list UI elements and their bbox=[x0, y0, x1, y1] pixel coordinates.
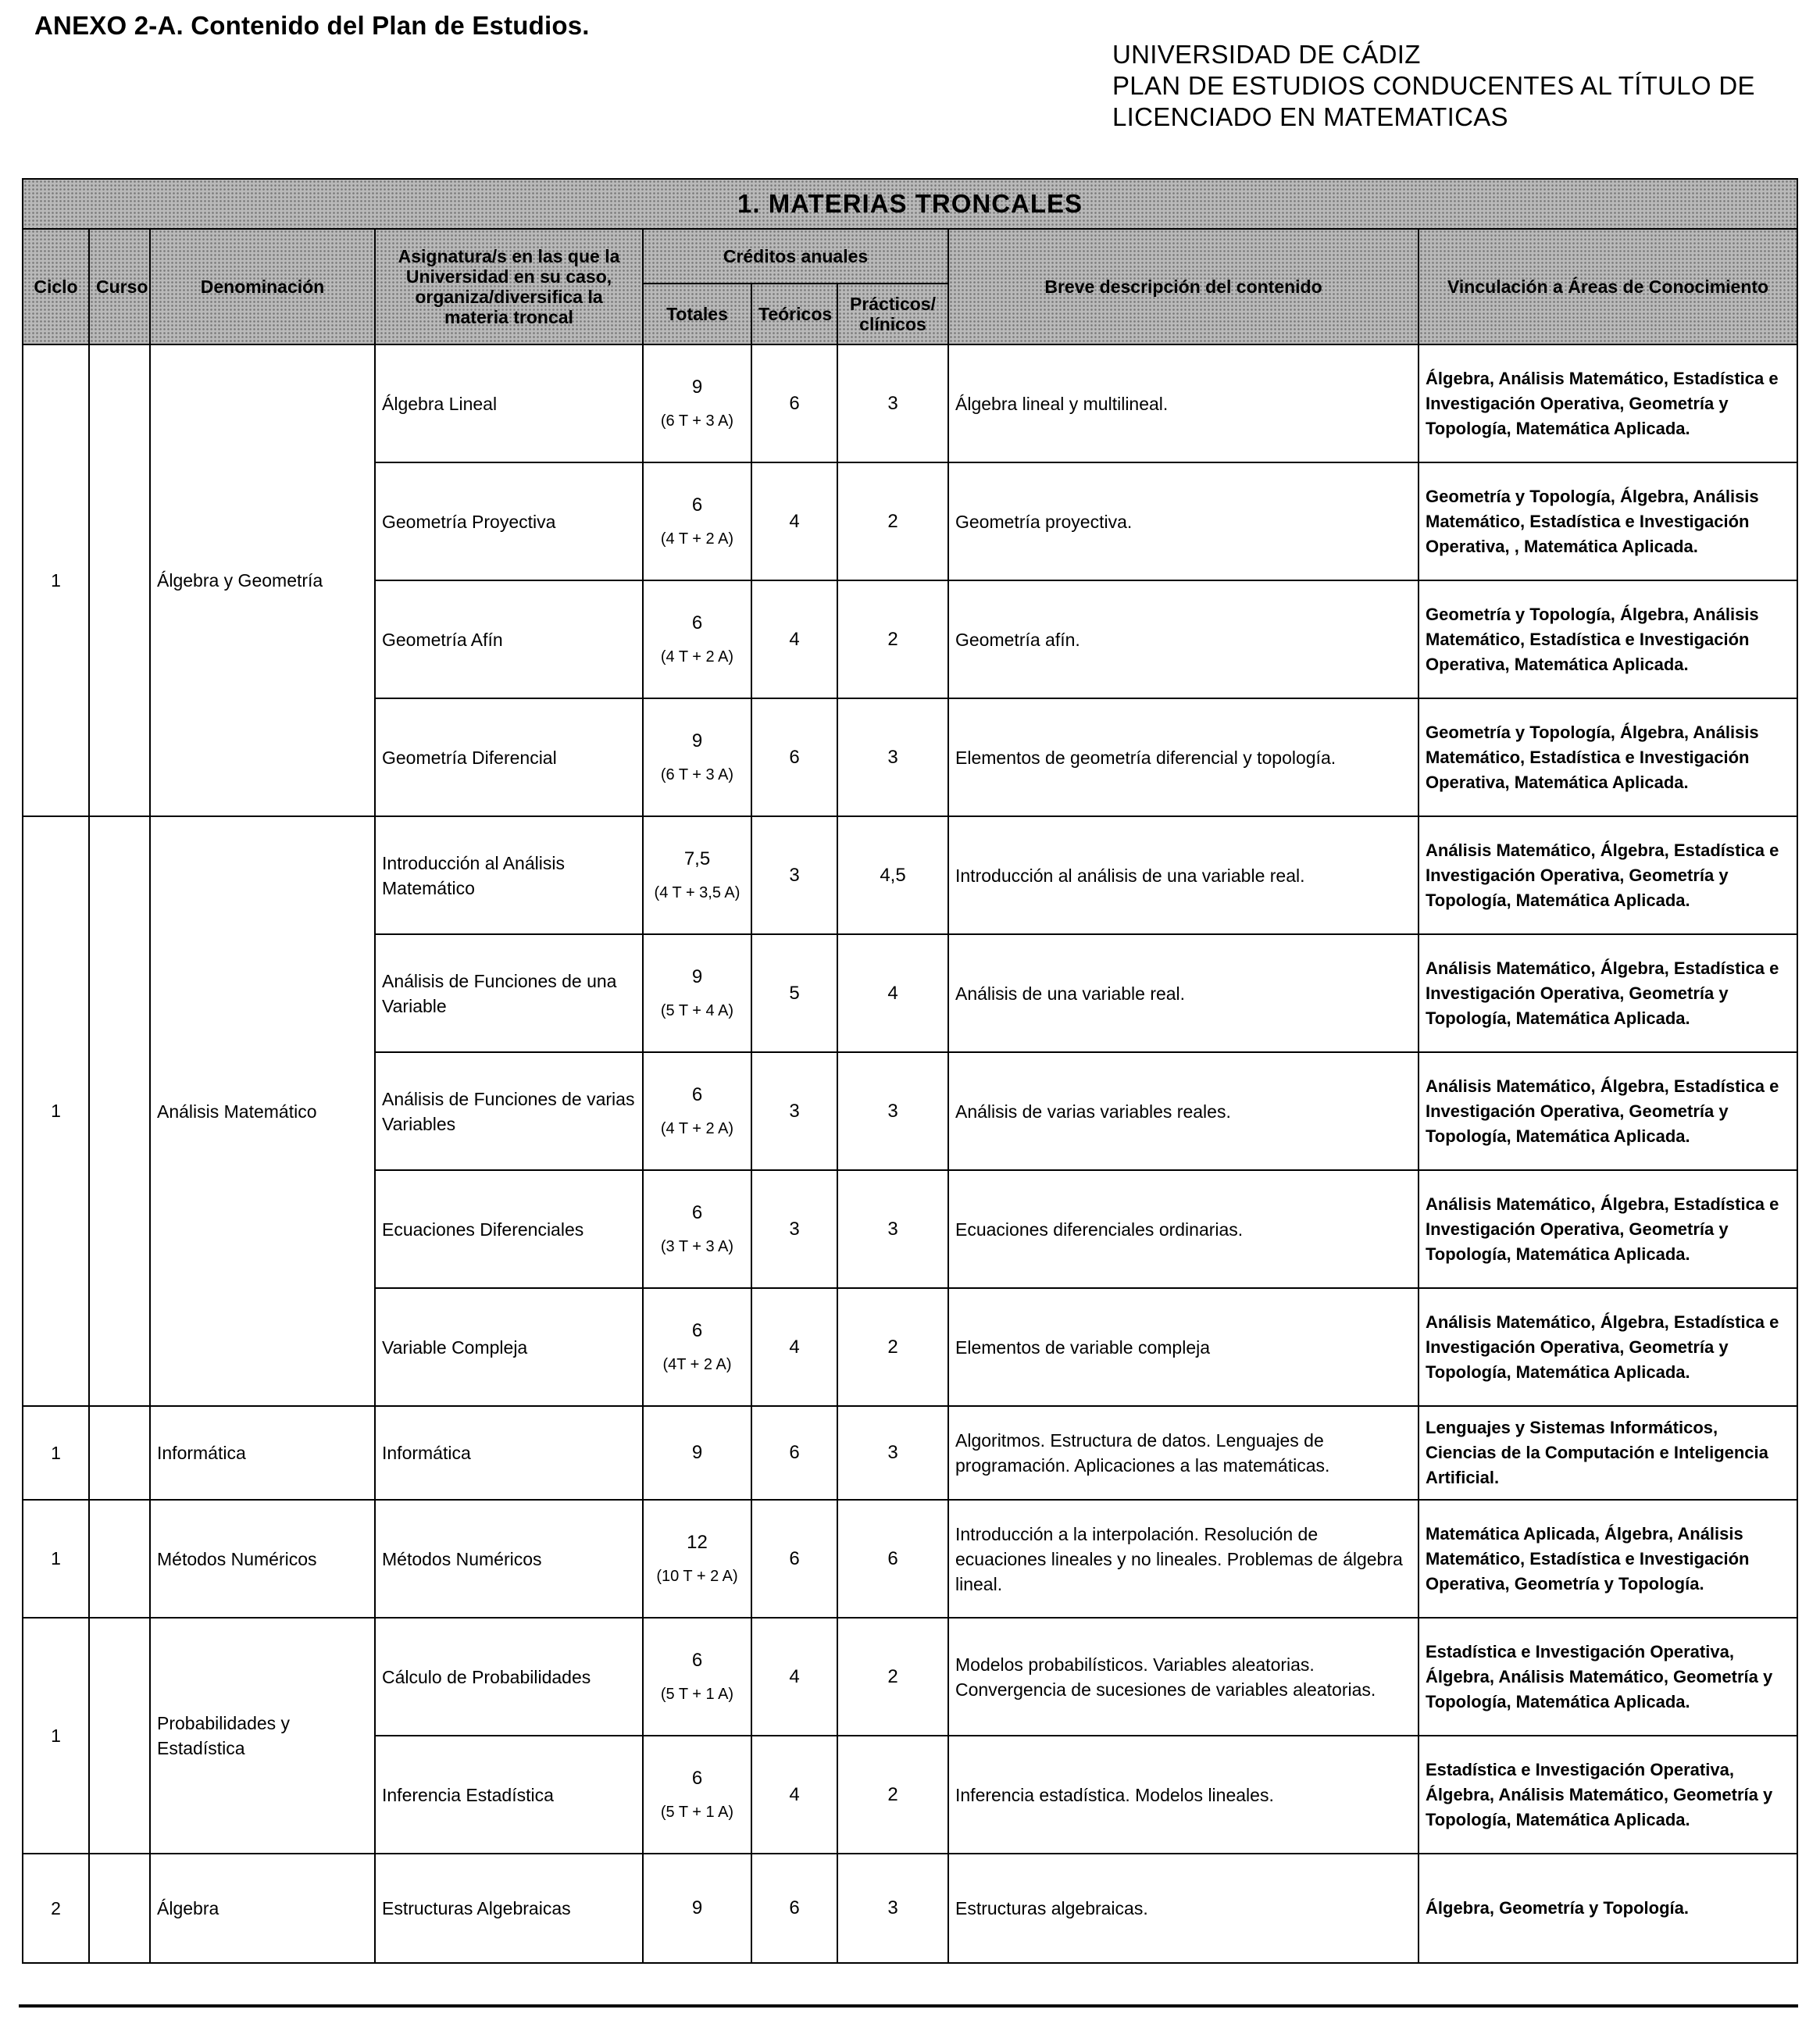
creditos-teoricos-cell: 3 bbox=[751, 1170, 837, 1288]
curso-cell bbox=[89, 1618, 150, 1854]
creditos-totales-cell bbox=[643, 816, 751, 934]
descripcion-cell: Introducción a la interpolación. Resolución de ecuaciones lineales y no lineales. Problemas de álgebra lineal. bbox=[948, 1500, 1419, 1618]
table-row bbox=[23, 344, 1797, 462]
denominacion-cell: Álgebra bbox=[150, 1854, 375, 1963]
ciclo-cell: 1 bbox=[23, 816, 89, 1406]
header-denominacion: Denominación bbox=[150, 229, 375, 344]
creditos-teoricos-cell: 6 bbox=[751, 344, 837, 462]
creditos-totales-cell bbox=[643, 1288, 751, 1406]
creditos-totales-cell bbox=[643, 698, 751, 816]
total-value: 12 bbox=[687, 1532, 708, 1553]
descripcion-cell: Algoritmos. Estructura de datos. Lenguajes de programación. Aplicaciones a las matemáticas. bbox=[948, 1406, 1419, 1500]
creditos-totales-cell bbox=[643, 1052, 751, 1170]
total-value: 9 bbox=[691, 377, 703, 398]
header-descripcion: Breve descripción del contenido bbox=[948, 229, 1419, 344]
areas-cell: Estadística e Investigación Operativa, Álgebra, Análisis Matemático, Geometría y Topología, Matemática Aplicada. bbox=[1419, 1618, 1797, 1736]
creditos-teoricos-cell: 6 bbox=[751, 698, 837, 816]
total-value: 9 bbox=[691, 966, 703, 987]
curso-cell bbox=[89, 1406, 150, 1500]
creditos-practicos-cell: 3 bbox=[837, 698, 948, 816]
curso-cell bbox=[89, 816, 150, 1406]
total-value: 6 bbox=[691, 494, 703, 516]
denominacion-cell: Informática bbox=[150, 1406, 375, 1500]
total-detail: (6 T + 3 A) bbox=[660, 412, 734, 430]
total-value: 9 bbox=[691, 1442, 703, 1463]
table-row bbox=[23, 1618, 1797, 1736]
total-detail: (4 T + 3,5 A) bbox=[654, 884, 740, 901]
plan-title-line: PLAN DE ESTUDIOS CONDUCENTES AL TÍTULO DE bbox=[1112, 71, 1755, 100]
creditos-totales-cell bbox=[643, 344, 751, 462]
university-name: UNIVERSIDAD DE CÁDIZ bbox=[1112, 40, 1421, 69]
creditos-totales-cell bbox=[643, 1500, 751, 1618]
denominacion-cell: Métodos Numéricos bbox=[150, 1500, 375, 1618]
creditos-totales-cell bbox=[643, 580, 751, 698]
header-creditos: Créditos anuales bbox=[643, 229, 948, 284]
descripcion-cell: Estructuras algebraicas. bbox=[948, 1854, 1419, 1963]
creditos-totales-cell bbox=[643, 1406, 751, 1500]
creditos-teoricos-cell: 4 bbox=[751, 580, 837, 698]
descripcion-cell: Introducción al análisis de una variable real. bbox=[948, 816, 1419, 934]
asignatura-cell: Geometría Diferencial bbox=[375, 698, 643, 816]
creditos-totales-cell bbox=[643, 462, 751, 580]
section-title: 1. MATERIAS TRONCALES bbox=[23, 179, 1797, 229]
total-detail: (4 T + 2 A) bbox=[660, 530, 734, 548]
curso-cell bbox=[89, 1500, 150, 1618]
header-curso: Curso bbox=[89, 229, 150, 344]
header-totales: Totales bbox=[643, 284, 751, 344]
total-detail: (6 T + 3 A) bbox=[660, 766, 734, 783]
creditos-teoricos-cell: 3 bbox=[751, 1052, 837, 1170]
header-ciclo: Ciclo bbox=[23, 229, 89, 344]
asignatura-cell: Geometría Proyectiva bbox=[375, 462, 643, 580]
creditos-totales-cell bbox=[643, 1618, 751, 1736]
total-detail: (5 T + 1 A) bbox=[660, 1804, 734, 1821]
curso-cell bbox=[89, 344, 150, 816]
asignatura-cell: Geometría Afín bbox=[375, 580, 643, 698]
asignatura-cell: Introducción al Análisis Matemático bbox=[375, 816, 643, 934]
areas-cell: Lenguajes y Sistemas Informáticos, Ciencias de la Computación e Inteligencia Artificial. bbox=[1419, 1406, 1797, 1500]
ciclo-cell: 1 bbox=[23, 1500, 89, 1618]
descripcion-cell: Elementos de variable compleja bbox=[948, 1288, 1419, 1406]
creditos-practicos-cell: 3 bbox=[837, 1406, 948, 1500]
areas-cell: Análisis Matemático, Álgebra, Estadística e Investigación Operativa, Geometría y Topología, Matemática Aplicada. bbox=[1419, 816, 1797, 934]
areas-cell: Matemática Aplicada, Álgebra, Análisis Matemático, Estadística e Investigación Operativa, Geometría y Topología. bbox=[1419, 1500, 1797, 1618]
creditos-totales-cell bbox=[643, 1170, 751, 1288]
ciclo-cell: 1 bbox=[23, 1406, 89, 1500]
creditos-practicos-cell: 2 bbox=[837, 1288, 948, 1406]
creditos-practicos-cell: 6 bbox=[837, 1500, 948, 1618]
total-value: 6 bbox=[691, 1768, 703, 1789]
total-detail: (4 T + 2 A) bbox=[660, 648, 734, 666]
creditos-practicos-cell: 3 bbox=[837, 344, 948, 462]
creditos-practicos-cell: 3 bbox=[837, 1854, 948, 1963]
annex-title: ANEXO 2-A. Contenido del Plan de Estudios. bbox=[34, 11, 590, 40]
total-value: 7,5 bbox=[683, 848, 711, 869]
total-value: 9 bbox=[691, 730, 703, 751]
asignatura-cell: Estructuras Algebraicas bbox=[375, 1854, 643, 1963]
creditos-teoricos-cell: 6 bbox=[751, 1854, 837, 1963]
areas-cell: Geometría y Topología, Álgebra, Análisis Matemático, Estadística e Investigación Operativa, Matemática Aplicada. bbox=[1419, 698, 1797, 816]
curriculum-table bbox=[22, 178, 1798, 1964]
header-teoricos: Teóricos bbox=[751, 284, 837, 344]
asignatura-cell: Análisis de Funciones de una Variable bbox=[375, 934, 643, 1052]
asignatura-cell: Informática bbox=[375, 1406, 643, 1500]
ciclo-cell: 2 bbox=[23, 1854, 89, 1963]
areas-cell: Geometría y Topología, Álgebra, Análisis Matemático, Estadística e Investigación Operativa, Matemática Aplicada. bbox=[1419, 580, 1797, 698]
total-detail: (10 T + 2 A) bbox=[656, 1568, 738, 1585]
areas-cell: Álgebra, Análisis Matemático, Estadística e Investigación Operativa, Geometría y Topología, Matemática Aplicada. bbox=[1419, 344, 1797, 462]
denominacion-cell: Análisis Matemático bbox=[150, 816, 375, 1406]
header-asignaturas: Asignatura/s en las que la Universidad en su caso, organiza/diversifica la materia troncal bbox=[375, 229, 643, 344]
total-detail: (3 T + 3 A) bbox=[660, 1238, 734, 1255]
creditos-teoricos-cell: 6 bbox=[751, 1406, 837, 1500]
university-header bbox=[1112, 39, 1755, 133]
asignatura-cell: Álgebra Lineal bbox=[375, 344, 643, 462]
creditos-teoricos-cell: 6 bbox=[751, 1500, 837, 1618]
total-detail: (5 T + 4 A) bbox=[660, 1002, 734, 1019]
degree-title-line: LICENCIADO EN MATEMATICAS bbox=[1112, 102, 1508, 131]
creditos-practicos-cell: 2 bbox=[837, 580, 948, 698]
total-value: 6 bbox=[691, 1084, 703, 1105]
descripcion-cell: Geometría afín. bbox=[948, 580, 1419, 698]
areas-cell: Análisis Matemático, Álgebra, Estadística e Investigación Operativa, Geometría y Topología, Matemática Aplicada. bbox=[1419, 1288, 1797, 1406]
descripcion-cell: Álgebra lineal y multilineal. bbox=[948, 344, 1419, 462]
creditos-teoricos-cell: 4 bbox=[751, 1618, 837, 1736]
creditos-teoricos-cell: 4 bbox=[751, 1736, 837, 1854]
areas-cell: Análisis Matemático, Álgebra, Estadística e Investigación Operativa, Geometría y Topología, Matemática Aplicada. bbox=[1419, 1170, 1797, 1288]
ciclo-cell: 1 bbox=[23, 344, 89, 816]
asignatura-cell: Inferencia Estadística bbox=[375, 1736, 643, 1854]
creditos-practicos-cell: 2 bbox=[837, 1618, 948, 1736]
table-row bbox=[23, 816, 1797, 934]
header-practicos: Prácticos/ clínicos bbox=[837, 284, 948, 344]
curso-cell bbox=[89, 1854, 150, 1963]
total-value: 6 bbox=[691, 1320, 703, 1341]
total-value: 6 bbox=[691, 1202, 703, 1223]
asignatura-cell: Cálculo de Probabilidades bbox=[375, 1618, 643, 1736]
total-value: 6 bbox=[691, 1650, 703, 1671]
total-value: 9 bbox=[691, 1897, 703, 1918]
descripcion-cell: Geometría proyectiva. bbox=[948, 462, 1419, 580]
creditos-practicos-cell: 2 bbox=[837, 1736, 948, 1854]
table-row bbox=[23, 1854, 1797, 1963]
table-row bbox=[23, 1406, 1797, 1500]
creditos-teoricos-cell: 4 bbox=[751, 462, 837, 580]
creditos-teoricos-cell: 5 bbox=[751, 934, 837, 1052]
denominacion-cell: Probabilidades y Estadística bbox=[150, 1618, 375, 1854]
areas-cell: Análisis Matemático, Álgebra, Estadística e Investigación Operativa, Geometría y Topología, Matemática Aplicada. bbox=[1419, 934, 1797, 1052]
total-value: 6 bbox=[691, 612, 703, 633]
creditos-practicos-cell: 4,5 bbox=[837, 816, 948, 934]
creditos-totales-cell bbox=[643, 1736, 751, 1854]
descripcion-cell: Ecuaciones diferenciales ordinarias. bbox=[948, 1170, 1419, 1288]
descripcion-cell: Elementos de geometría diferencial y topología. bbox=[948, 698, 1419, 816]
creditos-practicos-cell: 2 bbox=[837, 462, 948, 580]
table-row bbox=[23, 1500, 1797, 1618]
asignatura-cell: Variable Compleja bbox=[375, 1288, 643, 1406]
ciclo-cell: 1 bbox=[23, 1618, 89, 1854]
descripcion-cell: Inferencia estadística. Modelos lineales. bbox=[948, 1736, 1419, 1854]
areas-cell: Análisis Matemático, Álgebra, Estadística e Investigación Operativa, Geometría y Topología, Matemática Aplicada. bbox=[1419, 1052, 1797, 1170]
total-detail: (4T + 2 A) bbox=[662, 1356, 732, 1373]
total-detail: (5 T + 1 A) bbox=[660, 1686, 734, 1703]
areas-cell: Estadística e Investigación Operativa, Álgebra, Análisis Matemático, Geometría y Topología, Matemática Aplicada. bbox=[1419, 1736, 1797, 1854]
total-detail: (4 T + 2 A) bbox=[660, 1120, 734, 1137]
bottom-rule bbox=[19, 2004, 1798, 2008]
descripcion-cell: Análisis de varias variables reales. bbox=[948, 1052, 1419, 1170]
creditos-practicos-cell: 3 bbox=[837, 1170, 948, 1288]
creditos-practicos-cell: 3 bbox=[837, 1052, 948, 1170]
header-vinculacion: Vinculación a Áreas de Conocimiento bbox=[1419, 229, 1797, 344]
areas-cell: Geometría y Topología, Álgebra, Análisis Matemático, Estadística e Investigación Operativa, , Matemática Aplicada. bbox=[1419, 462, 1797, 580]
asignatura-cell: Ecuaciones Diferenciales bbox=[375, 1170, 643, 1288]
creditos-teoricos-cell: 3 bbox=[751, 816, 837, 934]
areas-cell: Álgebra, Geometría y Topología. bbox=[1419, 1854, 1797, 1963]
creditos-teoricos-cell: 4 bbox=[751, 1288, 837, 1406]
creditos-totales-cell bbox=[643, 1854, 751, 1963]
asignatura-cell: Análisis de Funciones de varias Variables bbox=[375, 1052, 643, 1170]
denominacion-cell: Álgebra y Geometría bbox=[150, 344, 375, 816]
creditos-practicos-cell: 4 bbox=[837, 934, 948, 1052]
asignatura-cell: Métodos Numéricos bbox=[375, 1500, 643, 1618]
creditos-totales-cell bbox=[643, 934, 751, 1052]
descripcion-cell: Modelos probabilísticos. Variables aleatorias. Convergencia de sucesiones de variables aleatorias. bbox=[948, 1618, 1419, 1736]
descripcion-cell: Análisis de una variable real. bbox=[948, 934, 1419, 1052]
